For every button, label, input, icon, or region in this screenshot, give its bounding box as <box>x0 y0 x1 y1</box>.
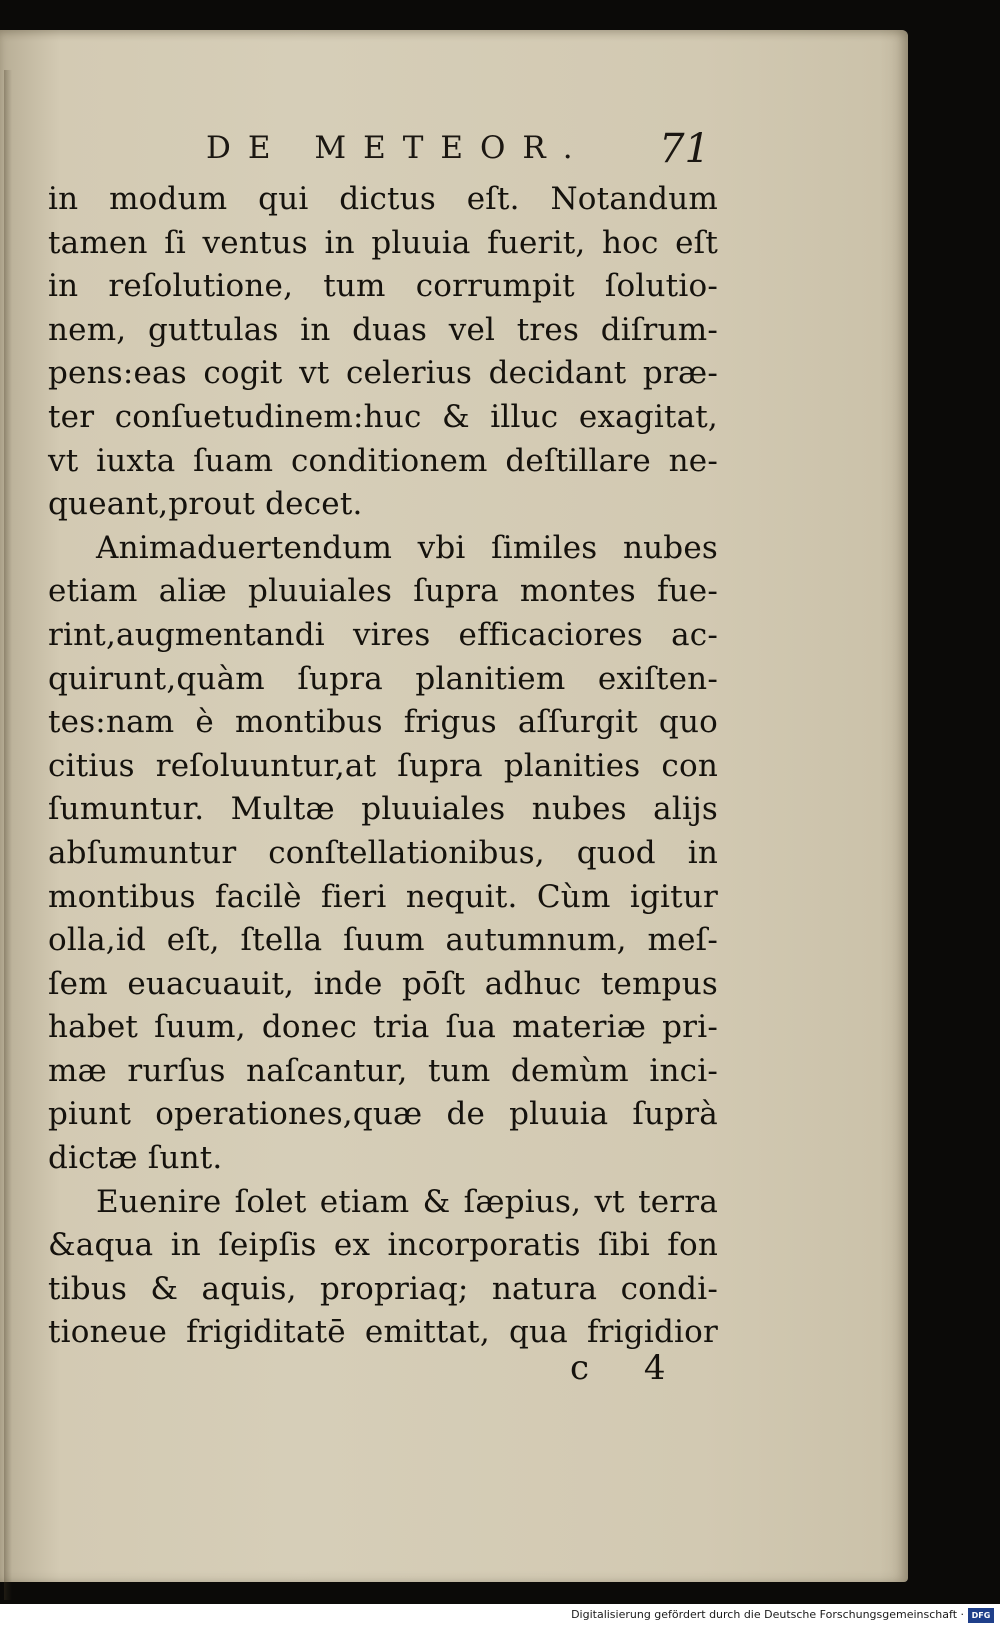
text-line: montibus facilè fieri nequit. Cùm igitur <box>48 878 718 915</box>
text-line: dictæ ſunt. <box>48 1140 223 1177</box>
digitization-footer <box>0 1604 1000 1628</box>
text-line: quirunt,quàm ſupra planitiem exiſten- <box>48 660 718 697</box>
text-line: ter conſuetudinem:huc & illuc exagitat, <box>48 398 718 435</box>
text-line: mæ rurſus naſcantur, tum demùm inci- <box>48 1052 718 1089</box>
text-line: habet ſuum, donec tria ſua materiæ pri- <box>48 1009 718 1046</box>
text-line: pens:eas cogit vt celerius decidant præ- <box>48 355 718 392</box>
text-block <box>48 178 718 1355</box>
text-line: tioneue frigiditatē emittat, qua frigidior <box>48 1314 718 1351</box>
running-head <box>48 126 718 180</box>
text-line: ſumuntur. Multæ pluuiales nubes alijs <box>48 791 718 828</box>
signature-mark: c 4 <box>570 1348 688 1388</box>
text-line: olla,id eſt, ſtella ſuum autumnum, meſ- <box>48 922 718 959</box>
text-line: rint,augmentandi vires efficaciores ac- <box>48 616 718 653</box>
paragraph-2 <box>48 527 718 1181</box>
text-line: tes:nam è montibus frigus aſſurgit quo <box>48 704 718 741</box>
text-line: citius reſoluuntur,at ſupra planities con <box>48 747 718 784</box>
page-number: 71 <box>659 126 710 172</box>
dfg-logo-icon: DFG <box>968 1608 994 1623</box>
text-line: nem, guttulas in duas vel tres diſrum- <box>48 311 718 348</box>
text-line: &aqua in ſeipſis ex incorporatis ſibi fon <box>48 1227 718 1264</box>
text-line: vt iuxta ſuam conditionem deſtillare ne- <box>48 442 718 479</box>
page-gutter-shadow <box>4 70 12 1600</box>
text-line: in modum qui dictus eſt. Notandum <box>48 181 718 217</box>
text-line: tamen ſi ventus in pluuia fuerit, hoc eſt <box>48 224 718 261</box>
running-head-title: DE METEOR. <box>206 130 590 166</box>
text-line: queant,prout decet. <box>48 486 363 523</box>
paragraph-3 <box>48 1181 718 1355</box>
text-line: abſumuntur conſtellationibus, quod in <box>48 834 718 871</box>
funding-credit: Digitalisierung gefördert durch die Deutsche Forschungsgemeinschaft · <box>571 1608 964 1621</box>
text-line: in reſolutione, tum corrumpit ſolutio- <box>48 268 718 305</box>
text-line: Euenire ſolet etiam & ſæpius, vt terra <box>96 1183 718 1220</box>
text-line: ſem euacuauit, inde pōſt adhuc tempus <box>48 965 718 1002</box>
text-line: tibus & aquis, propriaq; natura condi- <box>48 1270 718 1307</box>
paragraph-1 <box>48 178 718 527</box>
text-line: Animaduertendum vbi ſimiles nubes <box>96 529 718 566</box>
text-line: etiam aliæ pluuiales ſupra montes fue- <box>48 573 718 610</box>
text-line: piunt operationes,quæ de pluuia ſuprà <box>48 1096 718 1133</box>
